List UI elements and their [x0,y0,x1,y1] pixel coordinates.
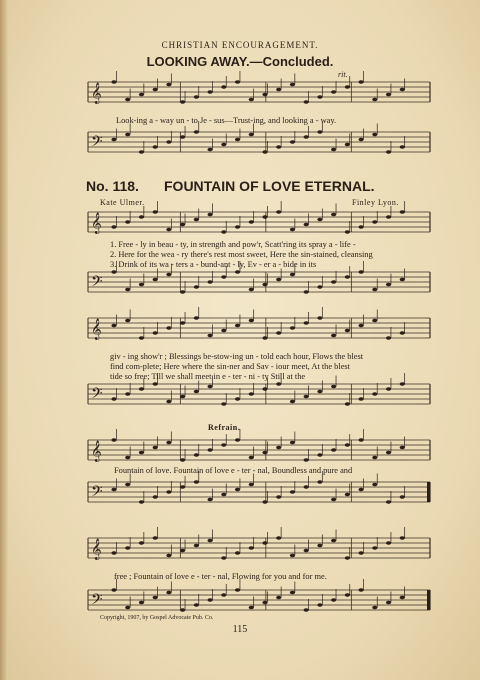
verse-3-line-b: tide so free; Till we shall meet in e - ter - ni - ty Still at the [110,372,306,381]
refrain-lyric-1: Fountain of love. Fountain of love e - ter - nal, Boundless and pure and [114,466,353,475]
staff [88,71,430,104]
svg-text:𝄞: 𝄞 [91,441,102,462]
verse-2-line-b: find com-plete; Here where the sin-ner and Sav - iour meet, At the blest [110,362,351,371]
verse-3-line-a: 3. Drink of its wa - ters a - bund-ant - ly, Ev - er a - bide in its [110,260,317,269]
staff [88,527,430,560]
svg-text:𝄞: 𝄞 [91,213,102,234]
page-number: 115 [232,624,248,635]
staff [88,307,430,340]
svg-text:𝄢: 𝄢 [91,591,103,612]
rit-marking: rit. [338,70,348,79]
continued-title: LOOKING AWAY.—Concluded. [146,54,334,69]
svg-text:𝄢: 𝄢 [91,273,103,294]
verse-1-line-a: 1. Free - ly in beau - ty, in strength and pow'r, Scatt'ring its spray a - life - [110,240,356,249]
first-hymn-lyric: Look-ing a - way un - to Je - sus—Trust-ing, and looking a - way. [116,116,337,125]
composer-credit: Finley Lyon. [352,198,399,207]
verse-1-line-b: giv - ing show'r ; Blessings be-stow-ing un - told each hour, Flows the blest [110,352,364,361]
staff [88,121,430,154]
svg-text:𝄞: 𝄞 [91,83,102,104]
svg-text:𝄢: 𝄢 [91,483,103,504]
staff [88,471,430,504]
verse-2-line-a: 2. Here for the wea - ry there's rest most sweet, Here the sin-stained, cleansing [110,250,373,259]
hymn-title: FOUNTAIN OF LOVE ETERNAL. [164,178,375,194]
running-header: CHRISTIAN ENCOURAGEMENT. [161,40,319,50]
hymn-number: No. 118. [86,178,139,194]
staff [88,429,430,462]
svg-text:𝄞: 𝄞 [91,539,102,560]
svg-text:𝄞: 𝄞 [91,319,102,340]
copyright-notice: Copyright, 1907, by Gospel Advocate Pub. Co. [100,615,214,621]
refrain-lyric-2: free ; Fountain of love e - ter - nal, Flowing for you and for me. [114,572,327,581]
svg-text:𝄢: 𝄢 [91,133,103,154]
staff [88,579,430,612]
lyricist-credit: Kate Ulmer. [100,198,145,207]
refrain-label: Refrain. [208,423,241,432]
svg-text:𝄢: 𝄢 [91,385,103,406]
